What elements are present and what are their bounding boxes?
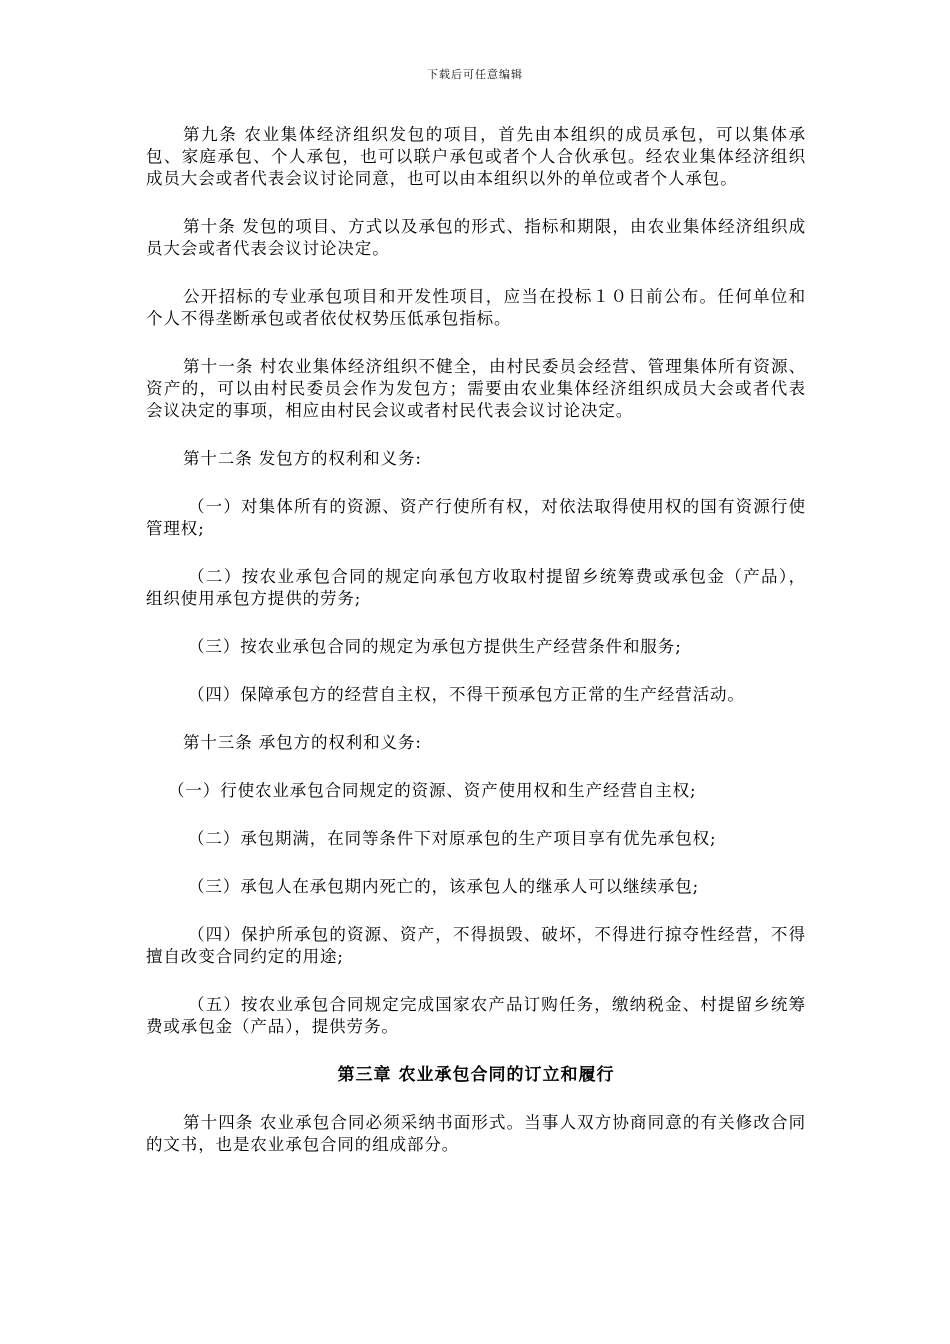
article-12: 第十二条 发包方的权利和义务: xyxy=(183,449,422,468)
article-14: 第十四条 农业承包合同必须采纳书面形式。当事人双方协商同意的有关修改合同的文书，也是农业承包合同的组成部分。 xyxy=(146,1113,806,1154)
article-12-item-2: （二）按农业承包合同的规定向承包方收取村提留乡统筹费或承包金（产品），组织使用承包方提供的劳务; xyxy=(146,567,806,608)
article-9: 第九条 农业集体经济组织发包的项目，首先由本组织的成员承包，可以集体承包、家庭承包、个人承包，也可以联户承包或者个人合伙承包。经农业集体经济组织成员大会或者代表会议讨论同意，也可以由本组织以外的单位或者个人承包。 xyxy=(146,125,806,188)
article-12-item-3: （三）按农业承包合同的规定为承包方提供生产经营条件和服务; xyxy=(188,637,682,656)
article-13-item-5: （五）按农业承包合同规定完成国家农产品订购任务，缴纳税金、村提留乡统筹费或承包金（产品），提供劳务。 xyxy=(146,995,806,1036)
article-13-item-3: （三）承包人在承包期内死亡的，该承包人的继承人可以继续承包; xyxy=(188,877,700,896)
article-10: 第十条 发包的项目、方式以及承包的形式、指标和期限，由农业集体经济组织成员大会或者代表会议讨论决定。 xyxy=(146,217,806,258)
article-13: 第十三条 承包方的权利和义务: xyxy=(183,733,422,752)
article-13-item-2: （二）承包期满，在同等条件下对原承包的生产项目享有优先承包权; xyxy=(188,829,717,848)
article-12-item-1: （一）对集体所有的资源、资产行使所有权，对依法取得使用权的国有资源行使管理权; xyxy=(146,497,806,538)
article-13-item-1: （一）行使农业承包合同规定的资源、资产使用权和生产经营自主权; xyxy=(168,781,697,800)
article-10-tender: 公开招标的专业承包项目和开发性项目，应当在投标１０日前公布。任何单位和个人不得垄断承包或者依仗权势压低承包指标。 xyxy=(146,287,806,328)
chapter-title: 第三章 农业承包合同的订立和履行 xyxy=(337,1065,615,1085)
document-body xyxy=(146,124,806,1182)
article-13-item-4: （四）保护所承包的资源、资产，不得损毁、破坏，不得进行掠夺性经营，不得擅自改变合同约定的用途; xyxy=(146,925,806,966)
article-12-item-4: （四）保障承包方的经营自主权，不得干预承包方正常的生产经营活动。 xyxy=(188,685,745,704)
article-11: 第十一条 村农业集体经济组织不健全，由村民委员会经营、管理集体所有资源、资产的，可以由村民委员会作为发包方；需要由农业集体经济组织成员大会或者代表会议决定的事项，相应由村民会议或者村民代表会议讨论决定。 xyxy=(146,357,806,420)
page-header: 下载后可任意编辑 xyxy=(427,68,523,81)
